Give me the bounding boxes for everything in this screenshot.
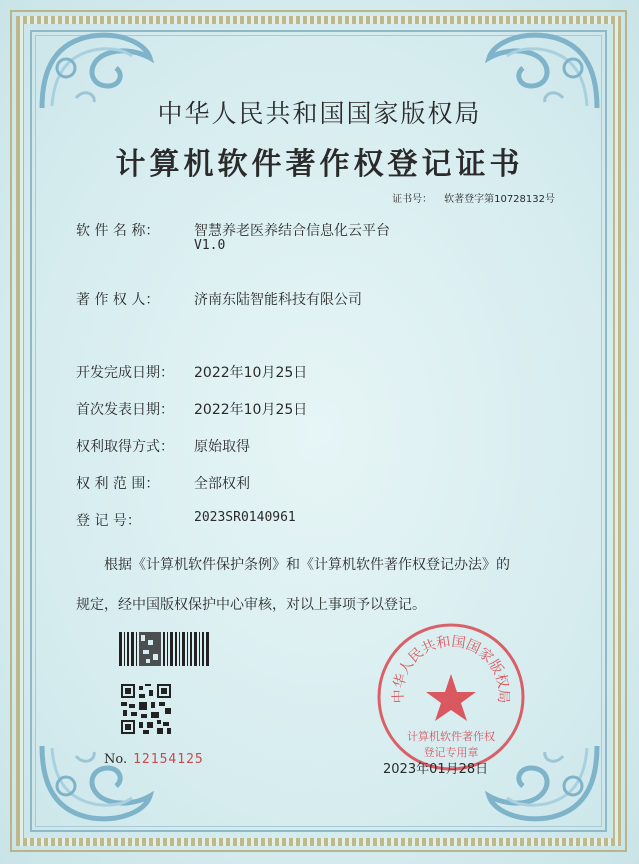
field-registration: [76, 510, 296, 530]
pub-date-label: 首次发表日期：: [76, 402, 174, 418]
serial-number-value: 12154125: [133, 752, 204, 767]
acquire-value: 原始取得: [194, 439, 250, 455]
certificate-number: [392, 190, 555, 205]
field-scope: [76, 473, 250, 493]
field-dev-date: [76, 362, 308, 382]
registration-label: 登 记 号：: [76, 513, 141, 529]
software-name-value: 智慧养老医养结合信息化云平台: [194, 223, 390, 239]
acquire-label: 权利取得方式：: [76, 439, 174, 455]
svg-text:登记专用章: 登记专用章: [423, 746, 479, 759]
official-seal-icon: [376, 622, 526, 772]
field-owner: [76, 289, 362, 309]
pub-date-value: 2022年10月25日: [194, 402, 308, 418]
field-pub-date: [76, 399, 308, 419]
statement-line-2: 规定，经中国版权保护中心审核，对以上事项予以登记。: [76, 597, 426, 613]
barcode-icon: [119, 632, 211, 666]
issuer-title: 中华人民共和国国家版权局: [157, 99, 482, 128]
svg-text:中华人民共和国国家版权局: 中华人民共和国国家版权局: [390, 633, 512, 704]
scope-label: 权 利 范 围：: [76, 476, 160, 492]
owner-label: 著 作 权 人：: [76, 292, 160, 308]
field-acquire: [76, 436, 250, 456]
issue-date: 2023年01月28日: [383, 762, 489, 777]
software-name-label: 软 件 名 称：: [76, 223, 160, 239]
registration-value: 2023SR0140961: [194, 510, 296, 525]
svg-text:计算机软件著作权: 计算机软件著作权: [407, 730, 495, 743]
statement-line-1: 根据《计算机软件保护条例》和《计算机软件著作权登记办法》的: [104, 557, 510, 573]
scope-value: 全部权利: [194, 476, 250, 492]
certificate-number-value: 软著登字第10728132号: [444, 194, 555, 205]
dev-date-value: 2022年10月25日: [194, 365, 308, 381]
certificate-title: 计算机软件著作权登记证书: [115, 147, 524, 182]
qr-code-icon: [121, 684, 171, 734]
software-version-value: V1.0: [194, 238, 226, 253]
certificate-number-label: 证书号：: [392, 194, 433, 205]
dev-date-label: 开发完成日期：: [76, 365, 174, 381]
serial-number: [104, 752, 204, 767]
serial-number-label: No.: [104, 752, 128, 767]
field-software-name: [76, 220, 390, 253]
owner-value: 济南东陆智能科技有限公司: [194, 292, 362, 308]
